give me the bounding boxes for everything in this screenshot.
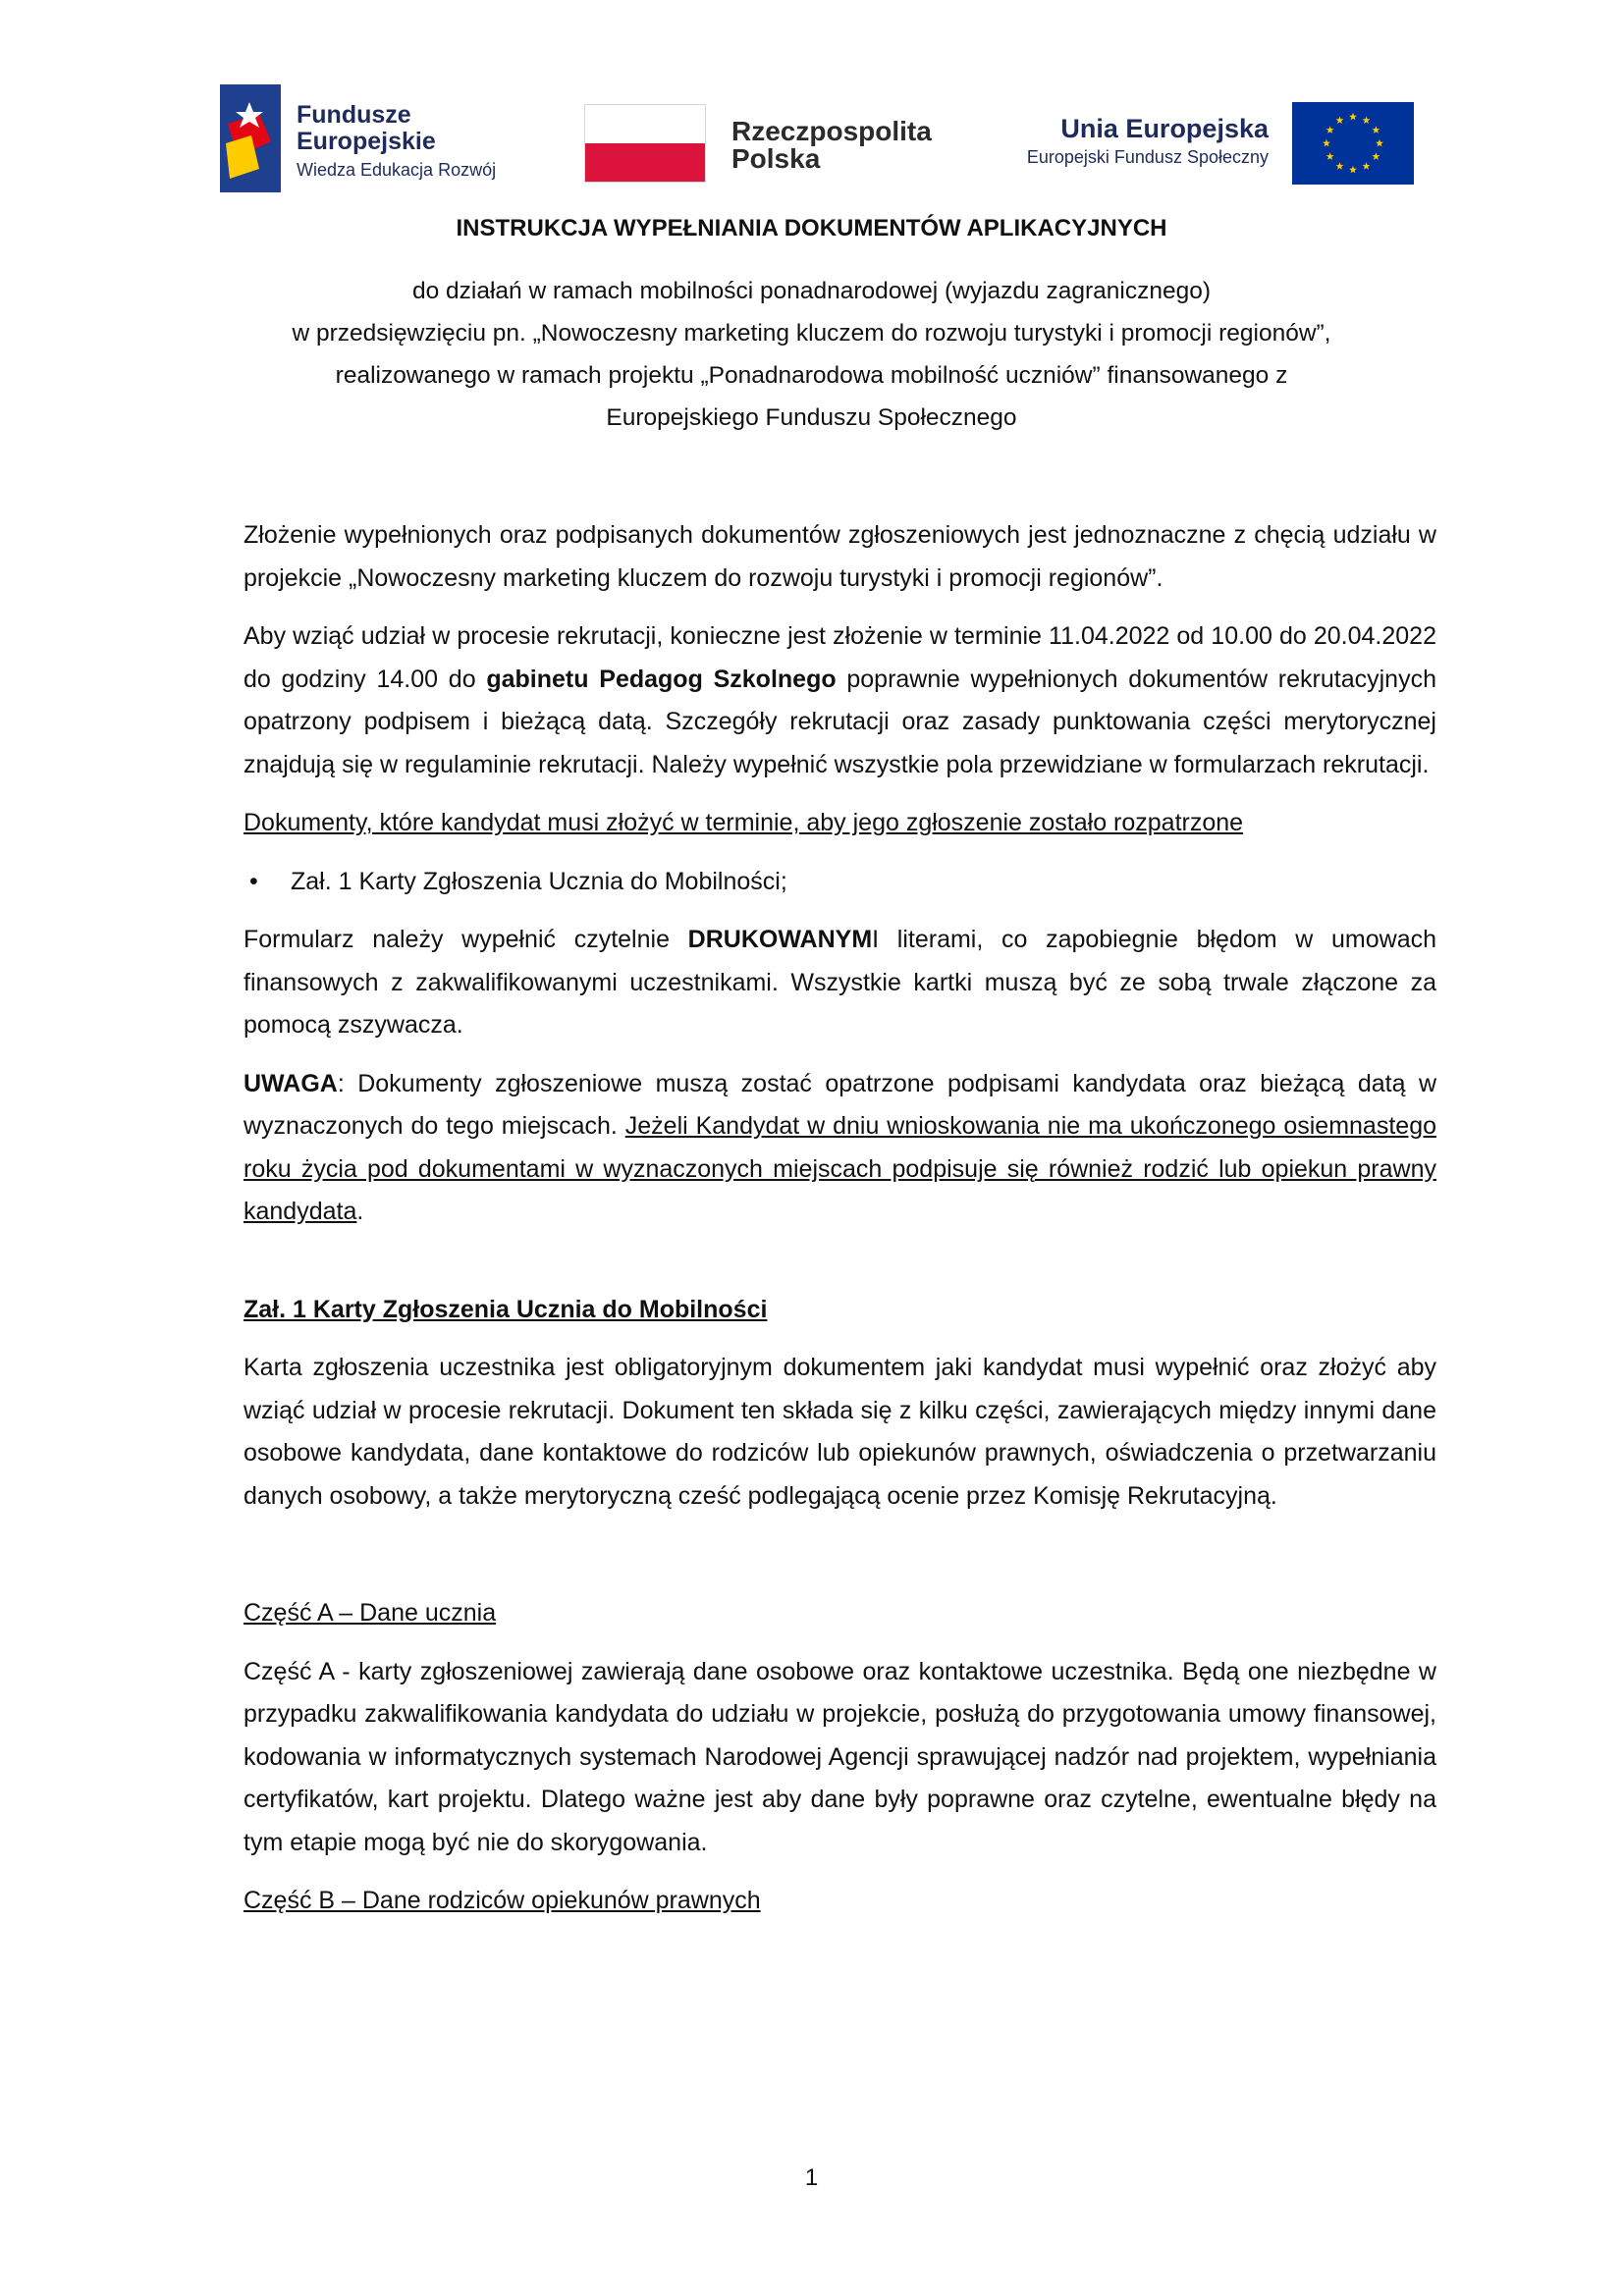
document-subtitle xyxy=(0,270,1623,439)
eu-star-icon xyxy=(1349,166,1357,174)
intro-paragraph: Złożenie wypełnionych oraz podpisanych dokumentów zgłoszeniowych jest jednoznaczne z chęcią udziału w projekcie „Nowoczesny marketing kluczem do rozwoju turystyki i promocji regionów”. xyxy=(243,521,1436,592)
ue-title: Unia Europejska xyxy=(1060,114,1269,143)
recruitment-paragraph xyxy=(243,615,1436,786)
form-text: Formularz należy wypełnić czytelnie xyxy=(243,926,688,953)
eu-star-icon xyxy=(1372,126,1380,133)
warning-text: : Dokumenty zgłoszeniowe muszą zostać opatrzone podpisami kandydata oraz bieżącą datą w wyznaczonych do tego miejscach. xyxy=(243,1069,1436,1140)
documents-list-item: • Zał. 1 Karty Zgłoszenia Ucznia do Mobilności; xyxy=(243,861,1436,904)
rzeczpospolita-polska-logo xyxy=(584,82,938,192)
warning-underlined-text: Jeżeli Kandydat w dniu wnioskowania nie ma ukończonego osiemnastego roku życia pod dokumentami w wyznaczonych miejscach podpisuje się również rodzić lub opiekun prawny kandydata xyxy=(243,1112,1436,1225)
eu-star-icon xyxy=(1336,162,1344,170)
rp-line1: Rzeczpospolita xyxy=(731,116,932,146)
form-emphasis: DRUKOWANYM xyxy=(687,926,873,953)
fundusze-europejskie-emblem-icon xyxy=(220,84,281,192)
polish-flag-icon xyxy=(584,104,706,183)
eu-star-icon xyxy=(1363,162,1371,170)
document-body xyxy=(243,514,1436,1939)
form-instructions-paragraph xyxy=(243,919,1436,1047)
recruitment-location: gabinetu Pedagog Szkolnego xyxy=(486,665,837,693)
documents-heading: Dokumenty, które kandydat musi złożyć w terminie, aby jego zgłoszenie zostało rozpatrzone xyxy=(243,809,1244,836)
unia-europejska-logo xyxy=(1011,82,1414,192)
part-b-heading: Część B – Dane rodziców opiekunów prawnych xyxy=(243,1887,761,1914)
form-text-end: I literami, co zapobiegnie błędom w umowach finansowych z zakwalifikowanymi uczestnikami. Wszystkie kartki muszą być ze sobą trwale złączone za pomocą zszywacza. xyxy=(243,926,1437,1039)
fe-line2: Europejskie xyxy=(297,128,436,155)
warning-end: . xyxy=(356,1198,364,1225)
subtitle-line: realizowanego w ramach projektu „Ponadnarodowa mobilność uczniów” finansowanego z xyxy=(335,362,1288,389)
eu-star-icon xyxy=(1323,139,1330,147)
eu-flag-icon xyxy=(1292,102,1414,185)
subtitle-line: Europejskiego Funduszu Społecznego xyxy=(606,404,1017,431)
eu-star-icon xyxy=(1349,113,1357,121)
eu-star-icon xyxy=(1336,116,1344,124)
subtitle-line: w przedsięwzięciu pn. „Nowoczesny marketing kluczem do rozwoju turystyki i promocji regionów”, xyxy=(292,320,1331,347)
attachment-1-paragraph: Karta zgłoszenia uczestnika jest obligatoryjnym dokumentem jaki kandydat musi wypełnić oraz złożyć aby wziąć udział w procesie rekrutacji. Dokument ten składa się z kilku części, zawierających między innymi dane osobowe kandydata, dane kontaktowe do rodziców lub opiekunów prawnych, oświadczenia o przetwarzaniu danych osobowy, a także merytoryczną cześć podlegającą ocenie przez Komisję Rekrutacyjną. xyxy=(243,1354,1436,1510)
logo-bar xyxy=(218,82,1414,192)
eu-star-icon xyxy=(1363,116,1371,124)
fe-subtitle: Wiedza Edukacja Rozwój xyxy=(297,160,497,180)
fundusze-europejskie-logo xyxy=(218,82,513,192)
eu-star-icon xyxy=(1376,139,1383,147)
subtitle-line: do działań w ramach mobilności ponadnarodowej (wyjazdu zagranicznego) xyxy=(411,278,1212,304)
warning-label: UWAGA xyxy=(243,1069,338,1097)
part-a-paragraph: Część A - karty zgłoszeniowej zawierają dane osobowe oraz kontaktowe uczestnika. Będą one niezbędne w przypadku zakwalifikowania kandydata do udziału w projekcie, posłużą do przygotowania umowy finansowej, kodowania w informatycznych systemach Narodowej Agencji sprawującej nadzór nad projektem, wypełniania certyfikatów, kart projektu. Dlatego ważne jest aby dane były poprawne oraz czytelne, ewentualne błędy na tym etapie mogą być nie do skorygowania. xyxy=(243,1657,1436,1856)
attachment-1-heading: Zał. 1 Karty Zgłoszenia Ucznia do Mobilności xyxy=(243,1295,768,1323)
recruitment-text-end: poprawnie wypełnionych dokumentów rekrutacyjnych opatrzony podpisem i bieżącą datą. Szczegóły rekrutacji oraz zasady punktowania części merytorycznej znajdują się w regulaminie rekrutacji. Należy wypełnić wszystkie pola przewidziane w formularzach rekrutacji. xyxy=(243,665,1436,778)
rp-line2: Polska xyxy=(731,143,821,174)
warning-paragraph xyxy=(243,1063,1436,1234)
recruitment-text: Aby wziąć udział w procesie rekrutacji, konieczne jest złożenie w terminie 11.04.2022 od 10.00 do 20.04.2022 do godziny 14.00 do xyxy=(243,622,1436,693)
eu-star-icon xyxy=(1326,152,1334,160)
page-number: 1 xyxy=(804,2164,819,2191)
eu-star-icon xyxy=(1372,152,1380,160)
eu-star-icon xyxy=(1326,126,1334,133)
fe-line1: Fundusze xyxy=(297,101,411,129)
ue-subtitle: Europejski Fundusz Społeczny xyxy=(1026,147,1269,167)
document-title: INSTRUKCJA WYPEŁNIANIA DOKUMENTÓW APLIKACYJNYCH xyxy=(456,215,1167,241)
part-a-heading: Część A – Dane ucznia xyxy=(243,1599,497,1627)
